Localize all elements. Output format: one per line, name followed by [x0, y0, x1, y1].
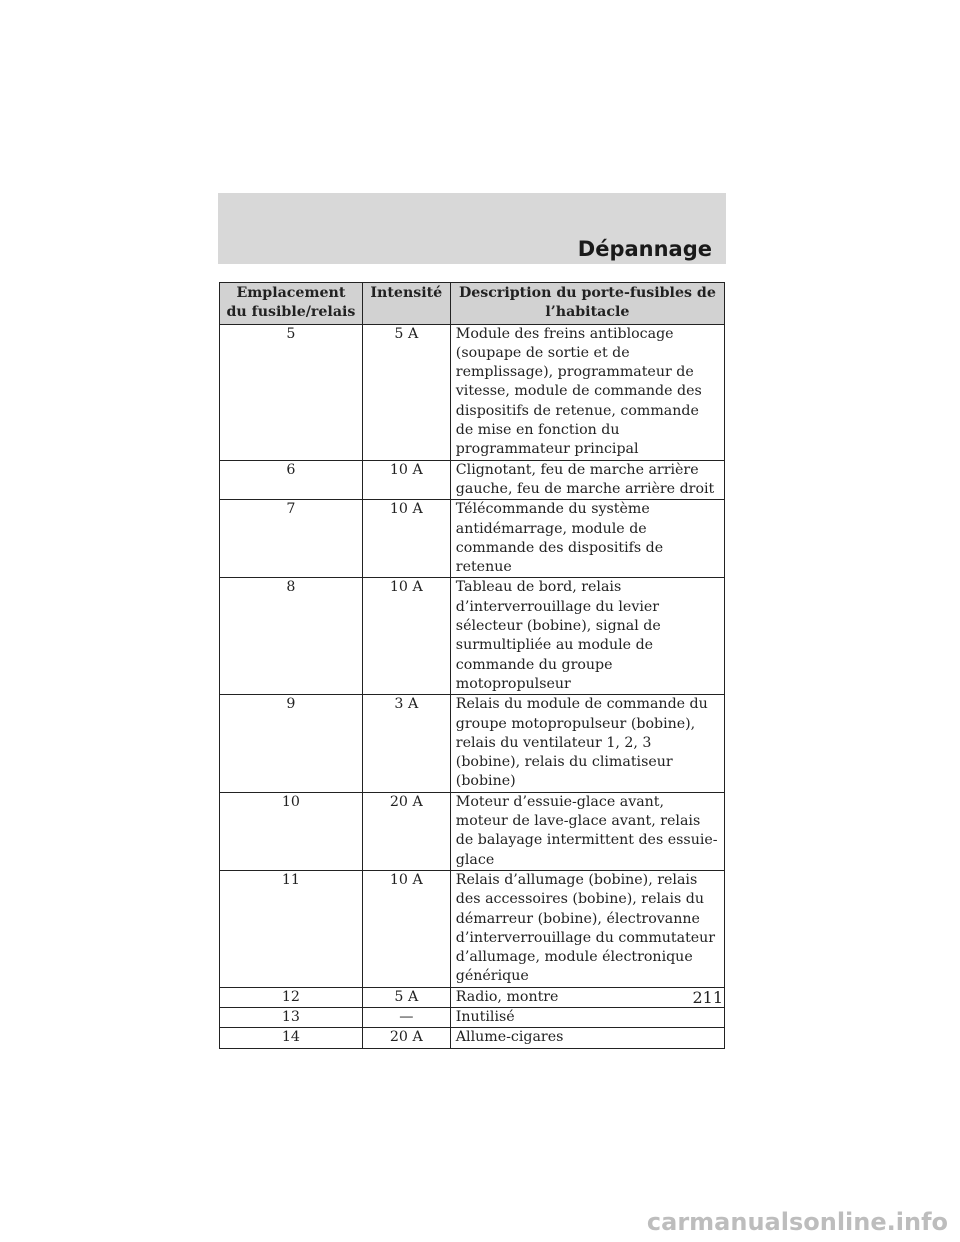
fuse-amperage: 5 A: [362, 324, 450, 460]
fuse-description: Inutilisé: [450, 1007, 724, 1027]
watermark: carmanualsonline.info: [646, 1208, 948, 1236]
table-row: [220, 1007, 725, 1027]
fuse-location: 10: [220, 792, 363, 870]
section-title: Dépannage: [577, 237, 712, 261]
fuse-location: 7: [220, 500, 363, 578]
fuse-location: 11: [220, 870, 363, 987]
column-header-description: Description du porte-fusibles de l’habitacle: [450, 283, 724, 325]
fuse-amperage: 10 A: [362, 870, 450, 987]
section-header-banner: [218, 193, 726, 264]
fuse-description: Moteur d’essuie-glace avant, moteur de lave-glace avant, relais de balayage intermittent des essuie-glace: [450, 792, 724, 870]
fuse-location: 14: [220, 1028, 363, 1048]
fuse-amperage: 20 A: [362, 1028, 450, 1048]
fuse-amperage: 5 A: [362, 987, 450, 1007]
fuse-location: 13: [220, 1007, 363, 1027]
table-row: [220, 578, 725, 695]
column-header-amperage: Intensité: [362, 283, 450, 325]
fuse-table: [219, 282, 725, 1049]
fuse-amperage: 10 A: [362, 578, 450, 695]
fuse-description: Allume-cigares: [450, 1028, 724, 1048]
fuse-location: 5: [220, 324, 363, 460]
fuse-description: Relais d’allumage (bobine), relais des accessoires (bobine), relais du démarreur (bobine), électrovanne d’interverrouillage du commutateur d’allumage, module électronique générique: [450, 870, 724, 987]
table-row: [220, 987, 725, 1007]
table-row: [220, 460, 725, 500]
fuse-location: 9: [220, 695, 363, 792]
fuse-location: 8: [220, 578, 363, 695]
fuse-amperage: 10 A: [362, 460, 450, 500]
table-header-row: [220, 283, 725, 325]
table-row: [220, 870, 725, 987]
fuse-amperage: 10 A: [362, 500, 450, 578]
table-row: [220, 500, 725, 578]
table-row: [220, 1028, 725, 1048]
fuse-location: 12: [220, 987, 363, 1007]
fuse-description: Relais du module de commande du groupe motopropulseur (bobine), relais du ventilateur 1, 2, 3 (bobine), relais du climatiseur (bobine): [450, 695, 724, 792]
fuse-amperage: 3 A: [362, 695, 450, 792]
fuse-amperage: —: [362, 1007, 450, 1027]
fuse-location: 6: [220, 460, 363, 500]
fuse-amperage: 20 A: [362, 792, 450, 870]
table-row: [220, 792, 725, 870]
page-number: 211: [692, 988, 723, 1007]
fuse-description: Radio, montre: [450, 987, 724, 1007]
fuse-description: Tableau de bord, relais d’interverrouillage du levier sélecteur (bobine), signal de surmultipliée au module de commande du groupe motopropulseur: [450, 578, 724, 695]
fuse-description: Clignotant, feu de marche arrière gauche, feu de marche arrière droit: [450, 460, 724, 500]
table-row: [220, 695, 725, 792]
fuse-description: Module des freins antiblocage (soupape de sortie et de remplissage), programmateur de vitesse, module de commande des dispositifs de retenue, commande de mise en fonction du programmateur principal: [450, 324, 724, 460]
fuse-description: Télécommande du système antidémarrage, module de commande des dispositifs de retenue: [450, 500, 724, 578]
table-row: [220, 324, 725, 460]
column-header-location: Emplacement du fusible/relais: [220, 283, 363, 325]
